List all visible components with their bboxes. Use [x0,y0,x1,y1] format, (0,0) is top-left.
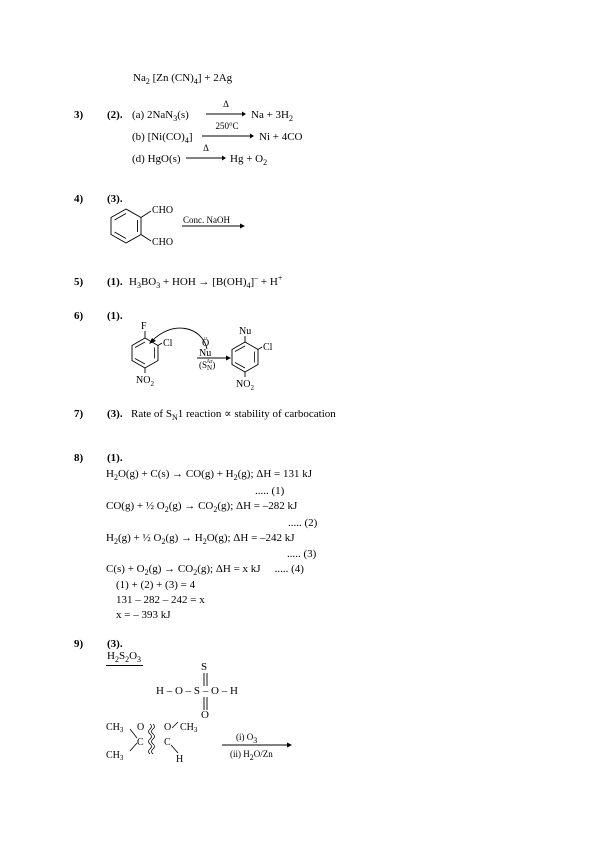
q9-sulfur-top: S [201,661,208,673]
q6-chlorine-1: Cl [163,338,173,349]
q4-cho-bottom: CHO [152,237,174,248]
q9-oxygen-bottom: O [201,709,209,721]
q7-statement: Rate of $S_N1$ reaction ∝ stability of carbocation [131,408,336,423]
q9-oxygen-2: O [164,722,172,733]
q9-structure: H – O – S – O – H [156,685,238,697]
q8-equation-3: $H_2(g)$ + ½ $O_2(g) \to H_2O(g)$; ΔH = –242 kJ [106,532,295,547]
q9-carbon-2: C [164,737,171,748]
q3-reaction-a: (a) 2NaN$_3$(s) [132,109,189,124]
q9-ch3-3: $CH_3$ [180,722,198,734]
q8-label-3: ..... (3) [287,548,317,560]
q9-reagent-1: (i) $O_3$ [236,732,258,745]
q8-equation-1: $H_2O(g) + C(s) \to CO(g) + H_2(g)$; ΔH = 131 kJ [106,468,313,483]
q5-equation: $H_3BO_3$ + HOH → $[B(OH)_4]^- + H^+$ [129,273,283,291]
answer-7: (3). [107,408,123,420]
q9-formula-underline [106,665,143,666]
q4-reagent: Conc. NaOH [183,215,230,225]
question-number-4: 4) [74,193,84,205]
q3-b-condition: 250°C [215,121,239,131]
q4-cho-top: CHO [152,205,174,216]
top-equation: $Na_2$ [Zn $(CN)_4] + 2Ag$ [133,72,233,87]
question-number-5: 5) [74,276,84,288]
q6-nu-product: Nu [239,326,252,337]
q3-d-condition: Δ [203,143,209,153]
q6-condition: $(S_NAr)$ [199,359,216,372]
answer-9: (3). [107,638,123,650]
q3-a-condition: Δ [223,99,229,109]
q6-nitro-2: $NO_2$ [236,379,254,392]
question-number-8: 8) [74,452,84,464]
q8-sum-step: (1) + (2) + (3) = 4 [116,579,196,591]
q6-nitro-1: $NO_2$ [136,375,154,388]
answer-8: (1). [107,452,123,464]
q9-formula: $H_2S_2O_3$ [107,650,142,665]
q9-ch3-1: $CH_3$ [106,722,124,734]
answer-3: (2). [107,109,123,121]
q3-d-arrow [186,154,226,162]
q9-carbon-1: C [137,737,144,748]
q8-result: x = – 393 kJ [116,609,171,621]
q6-nucleophile: Nu [199,348,212,359]
question-number-7: 7) [74,408,84,420]
q3-reaction-b: (b) $[Ni(CO)_4]$ [132,131,193,146]
answer-4: (3). [107,193,123,205]
answer-5: (1). [107,276,123,288]
q8-equation-4: $C(s) + O_2(g) \to CO_2(g)$; ΔH = x kJ ..... (4) [106,563,304,578]
q8-label-2: ..... (2) [288,517,318,529]
question-number-9: 9) [74,638,84,650]
q8-label-1: ..... (1) [255,485,285,497]
q9-hydrogen: H [176,754,184,764]
q6-snar-mechanism [100,316,300,396]
q3-a-products: $Na + 3H_2$ [251,109,293,124]
q9-reagent-2: (ii) $H_2O/Zn$ [230,749,273,762]
q8-calc-step: 131 – 282 – 242 = x [116,594,205,606]
q6-chlorine-2: Cl [263,342,273,353]
q6-nucleophile-dots: Ö [202,338,210,349]
q9-oxygen-1: O [137,722,145,733]
q3-b-products: Ni + 4CO [259,131,303,143]
q9-ch3-2: $CH_3$ [106,750,124,762]
question-number-3: 3) [74,109,84,121]
q6-fluorine: F [141,321,147,332]
q3-b-arrow [202,132,254,140]
q3-a-arrow [206,110,246,118]
q8-equation-2: CO(g) + ½ $O_2(g) \to CO_2(g)$; ΔH = –282 kJ [106,500,298,515]
q4-phthalaldehyde-structure [100,200,260,254]
answer-6: (1). [107,310,123,322]
question-number-6: 6) [74,310,84,322]
q3-d-products: $Hg + O_2$ [230,153,268,168]
q3-reaction-d: (d) HgO(s) [132,153,181,165]
